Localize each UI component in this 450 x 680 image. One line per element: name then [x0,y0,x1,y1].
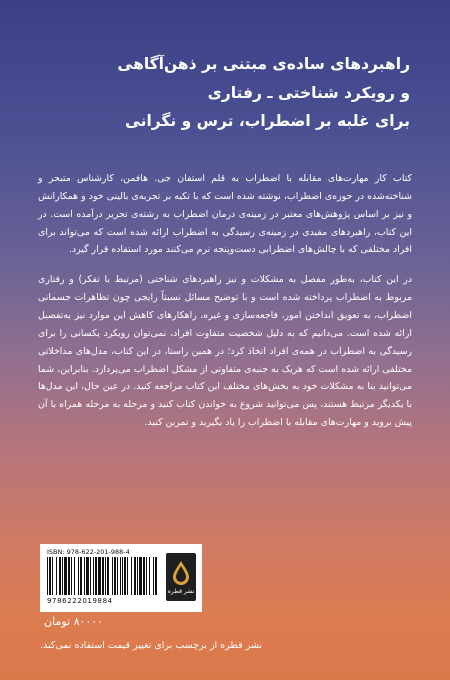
barcode-bar [112,557,113,595]
barcode-bar [122,557,123,595]
isbn-label: ISBN: 978-622-201-988-4 [47,548,130,556]
barcode-bar [120,557,121,595]
barcode-bar [155,557,157,595]
description [38,170,412,444]
barcode-bar [131,557,132,595]
barcode-bar [143,557,145,595]
barcode-number: 9786222019884 [47,597,113,605]
publisher-logo [166,553,196,601]
barcode-bar [95,557,97,595]
barcode-bar [59,557,61,595]
drop-icon [170,560,192,586]
headline-line-2: و رویکرد شناختی ـ رفتاری [207,83,410,102]
barcode-bars [47,557,159,595]
barcode-panel [40,544,202,612]
barcode-bar [90,557,91,595]
barcode-bar [74,557,75,595]
headline [30,50,410,136]
barcode-bar [107,557,109,595]
barcode-bar [62,557,63,595]
price-notice: نشر قطره از برچسب برای تغییر قیمت استفاده نمی‌کند. [40,640,263,651]
barcode-bar [52,557,53,595]
barcode-bar [124,557,126,595]
price: ۸۰۰۰۰ تومان [44,615,104,628]
barcode-bar [117,557,118,595]
headline-line-1: راهبردهای ساده‌ی مبتنی بر ذهن‌آگاهی [117,55,410,73]
barcode-bar [93,557,94,595]
barcode-bar [146,557,147,595]
publisher-name: نشر قطره [167,587,195,595]
barcode-bar [68,557,70,595]
barcode-bar [98,557,101,595]
barcode-bar [137,557,138,595]
barcode-bar [139,557,142,595]
barcode-bar [102,557,104,595]
barcode-bar [78,557,79,595]
barcode-bar [86,557,89,595]
barcode-bar [134,557,136,595]
barcode-bar [80,557,82,595]
barcode-bar [49,557,51,595]
description-paragraph-1: کتاب کار مهارت‌های مقابله با اضطراب به قلم استفان جی. هافمن، کارشناس متبحر و شناخته‌شده در حوزه‌ی اضطراب، نوشته شده است که با تکیه بر تجربه‌ی بالینی خود و همکارانش و نیز بر اساس پژوهش‌های معتبر در زمینه‌ی درمان اضطراب به رشته‌ی تحریر درآمده است. در این کتاب، راهبردهای مفیدی در زمینه‌ی رسیدگی به اضطراب ارائه شده است که می‌تواند برای افراد مختلفی که با چالش‌های اضطرابی دست‌وپنجه نرم می‌کنند مورد استفاده قرار گیرد. [38,173,412,256]
description-paragraph-2: در این کتاب، به‌طور مفصل به مشکلات و نیز راهبردهای شناختی (مرتبط با تفکر) و رفتاری مربوط به اضطراب پرداخته شده است و با توضیح مسائل نسبتاً رایجی چون تظاهرات جسمانی اضطراب، به تعویق انداختن امور، فاجعه‌سازی و غیره، راهکارهای کاهش این موارد نیز به‌تفصیل ارائه شده است. می‌دانیم که به دلیل شخصیت متفاوت افراد، نمی‌توان رویکرد یکسانی را برای رسیدگی به اضطراب در همه‌ی افراد اتخاذ کرد؛ در همین راستا، در این کتاب، مدل‌های مداخلاتی مختلفی ارائه شده است که هریک به جنبه‌ی متفاوتی از مشکل اضطراب می‌پردازد. بنابراین، شما می‌توانید بنا به مشکلات خود به بخش‌های مختلف این کتاب مراجعه کنید. در عین حال، این مدل‌ها با یکدیگر مرتبط هستند، پس می‌توانید شروع به خواندن کتاب کنید و مرحله به مرحله همراه با آن پیش بروید و مهارت‌های مقابله با اضطراب را یاد بگیرید و تمرین کنید. [38,274,412,429]
barcode-bar [149,557,150,595]
barcode-bar [84,557,85,595]
barcode-bar [71,557,72,595]
barcode-bar [153,557,154,595]
barcode-bar [105,557,106,595]
barcode-bar [64,557,67,595]
headline-line-3: برای غلبه بر اضطراب، ترس و نگرانی [124,112,410,131]
barcode-bar [47,557,48,595]
barcode-bar [56,557,57,595]
barcode-bar [127,557,128,595]
barcode-bar [114,557,116,595]
